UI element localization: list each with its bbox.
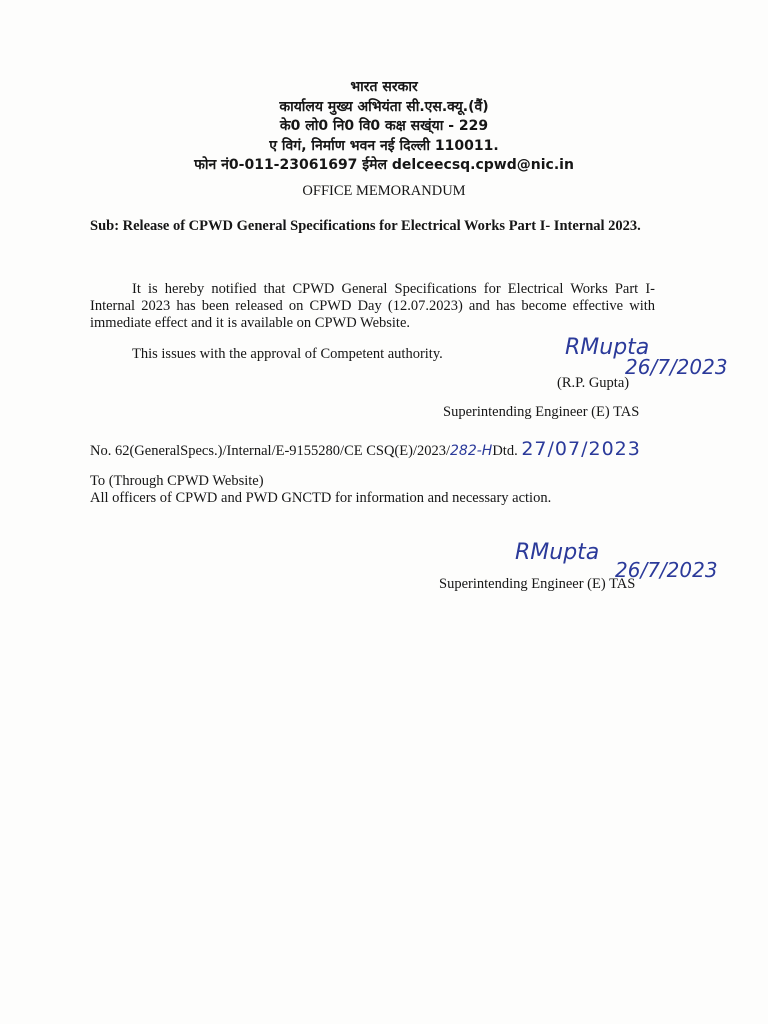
signature-date: 26/7/2023 bbox=[625, 355, 728, 379]
reference-line bbox=[90, 438, 641, 460]
signatory-designation: Superintending Engineer (E) TAS bbox=[443, 404, 640, 420]
letterhead-line: ए विगं, निर्माण भवन नई दिल्ली 110011. bbox=[269, 137, 499, 154]
letterhead-line: कार्यालय मुख्य अभियंता सी.एस.क्यू.(वैं) bbox=[279, 98, 489, 115]
to-line: To (Through CPWD Website) bbox=[90, 473, 264, 489]
signature: RMupta bbox=[565, 335, 650, 360]
recipients-line: All officers of CPWD and PWD GNCTD for information and necessary action. bbox=[90, 490, 552, 506]
dtd-label: Dtd. bbox=[492, 443, 518, 459]
body-paragraph: It is hereby notified that CPWD General Specifications for Electrical Works Part I-Internal 2023 has been released on CPWD Day (12.07.2023) and has become effective with immediate effect and it is available on CPWD Website. bbox=[90, 281, 655, 331]
handwritten-date: 27/07/2023 bbox=[521, 438, 641, 460]
signatory-designation: Superintending Engineer (E) TAS bbox=[439, 576, 636, 592]
handwritten-number: 282-H bbox=[450, 443, 493, 459]
letterhead-line: भारत सरकार bbox=[350, 79, 418, 95]
letterhead bbox=[0, 78, 768, 176]
memo-title: OFFICE MEMORANDUM bbox=[302, 183, 466, 199]
signatory-name: (R.P. Gupta) bbox=[557, 375, 630, 391]
letterhead-line: फोन नं0-011-23061697 ईमेल delceecsq.cpwd@nic.in bbox=[194, 157, 574, 173]
reference-number: No. 62(GeneralSpecs.)/Internal/E-9155280/CE CSQ(E)/2023/ bbox=[90, 443, 451, 459]
body-paragraph: This issues with the approval of Competent authority. bbox=[132, 346, 443, 362]
signature-date: 26/7/2023 bbox=[615, 558, 718, 582]
signature: RMupta bbox=[515, 540, 600, 565]
subject: Sub: Release of CPWD General Specifications for Electrical Works Part I- Internal 2023. bbox=[90, 218, 641, 234]
letterhead-line: के0 लो0 नि0 वि0 कक्ष सख्ंया - 229 bbox=[279, 118, 489, 134]
